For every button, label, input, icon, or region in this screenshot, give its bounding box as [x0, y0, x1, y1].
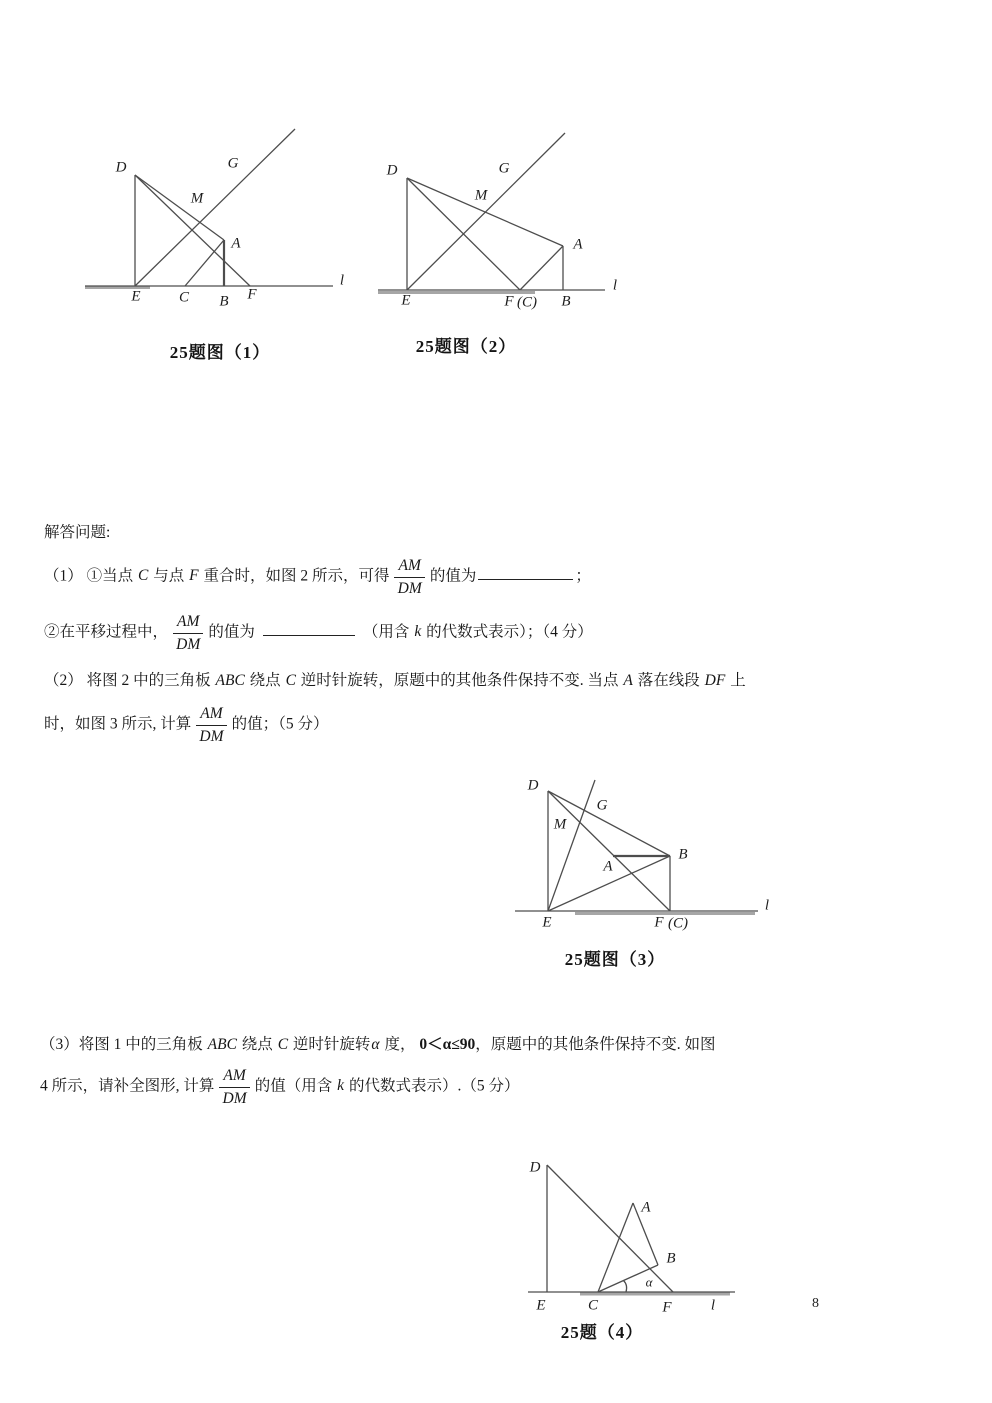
point-label-B: B — [678, 846, 688, 863]
fraction-denominator: DM — [222, 1089, 247, 1107]
point-label-A: A — [641, 1199, 651, 1216]
figure-1-drawing — [80, 118, 355, 318]
q3-var-k: k — [337, 1077, 345, 1095]
point-label-M: M — [553, 816, 567, 833]
q1a-text-4: 的值为 — [429, 567, 477, 585]
q1a-var-F: F — [189, 567, 199, 585]
fraction-numerator: AM — [394, 556, 424, 578]
point-label-D: D — [386, 162, 398, 179]
point-label-B: B — [219, 293, 229, 310]
point-label-B: B — [666, 1250, 676, 1267]
point-label-G: G — [227, 155, 239, 172]
point-label-B: B — [561, 293, 571, 310]
q3-inequality: 0＜α≤90 — [419, 1036, 476, 1053]
point-label-C: C — [587, 1297, 599, 1314]
q3-text-7: 的值（用含 — [254, 1077, 337, 1095]
line-label-l: l — [764, 897, 770, 914]
fraction-AM-DM — [196, 704, 226, 746]
point-label-F: F — [662, 1299, 672, 1316]
line-DF — [548, 791, 670, 911]
point-label-G: G — [596, 797, 608, 814]
q1b-text-1: ②在平移过程中， — [44, 623, 169, 641]
line-label-l: l — [612, 277, 618, 294]
figure-4-caption: 25题（4） — [560, 1323, 644, 1342]
figure-4 — [520, 1150, 760, 1320]
fraction-numerator: AM — [196, 704, 226, 726]
fraction-AM-DM — [173, 612, 203, 654]
fraction-numerator: AM — [173, 612, 203, 634]
q2-var-ABC: ABC — [215, 672, 245, 689]
q2-text-5: 上 — [726, 672, 746, 689]
q3-text-6: 4 所示，请补全图形, 计算 — [40, 1077, 215, 1095]
figure-4-drawing — [520, 1150, 760, 1320]
line-EG — [407, 133, 565, 290]
point-label-C: C — [178, 289, 190, 306]
line-EG — [548, 780, 595, 911]
line-CA — [185, 240, 224, 286]
point-label-G: G — [498, 160, 510, 177]
point-label-E: E — [401, 292, 411, 309]
point-label-D: D — [527, 777, 539, 794]
q2-text-3: 逆时针旋转，原题中的其他条件保持不变. 当点 — [296, 672, 623, 689]
answer-heading: 解答问题: — [44, 524, 111, 541]
q2-var-DF: DF — [704, 672, 726, 689]
q1b-text-4: 的代数式表示）；（4 分） — [422, 623, 593, 641]
point-label-E: E — [131, 288, 141, 305]
point-label-D: D — [115, 159, 127, 176]
question-3-line1 — [40, 1034, 960, 1056]
q2-text-6: 时，如图 3 所示, 计算 — [44, 715, 192, 733]
fraction-AM-DM — [219, 1066, 249, 1108]
q1b-text-3: （用含 — [362, 623, 414, 641]
fraction-AM-DM — [394, 556, 424, 598]
q3-text-1: （3）将图 1 中的三角板 — [40, 1036, 207, 1053]
line-DF — [547, 1165, 676, 1292]
q2-text-7: 的值；（5 分） — [231, 715, 329, 733]
point-label-A: A — [573, 236, 583, 253]
q1a-text-1: （1） ①当点 — [44, 567, 138, 585]
q1a-text-2: 与点 — [149, 567, 189, 585]
figure-1-caption: 25题图（1） — [169, 343, 271, 362]
q3-text-2: 绕点 — [237, 1036, 277, 1053]
figure-3 — [505, 773, 790, 943]
q2-text-1: （2） 将图 2 中的三角板 — [44, 672, 215, 689]
question-1-line1 — [44, 556, 964, 598]
line-DA — [135, 175, 224, 240]
line-EG — [135, 129, 295, 286]
q2-text-2: 绕点 — [245, 672, 285, 689]
q3-var-alpha: α — [371, 1036, 380, 1053]
point-label-F: F — [654, 914, 664, 931]
fraction-denominator: DM — [176, 635, 201, 653]
point-label-A: A — [603, 858, 613, 875]
fraction-denominator: DM — [199, 727, 224, 745]
question-3-line2 — [40, 1066, 960, 1108]
answer-blank-2 — [263, 631, 355, 636]
figure-2-drawing — [375, 103, 710, 318]
q1b-var-k: k — [414, 623, 422, 641]
angle-alpha-arc — [624, 1281, 627, 1293]
point-label-F: F — [504, 293, 514, 310]
point-label-C-paren: (C) — [668, 915, 688, 932]
q3-text-3: 逆时针旋转 — [289, 1036, 371, 1053]
line-label-l: l — [710, 1297, 716, 1314]
q1a-var-C: C — [138, 567, 149, 585]
figure-2-caption: 25题图（2） — [415, 337, 517, 356]
fraction-denominator: DM — [397, 579, 422, 597]
point-label-D: D — [529, 1159, 541, 1176]
point-label-A: A — [231, 235, 241, 252]
fraction-numerator: AM — [219, 1066, 249, 1088]
q1b-text-2: 的值为 — [208, 623, 255, 641]
point-label-F: F — [247, 286, 257, 303]
point-label-M: M — [190, 190, 204, 207]
q2-text-4: 落在线段 — [633, 672, 704, 689]
point-label-C-paren: (C) — [517, 294, 537, 311]
q1a-text-3: 重合时，如图 2 所示，可得 — [199, 567, 390, 585]
q3-text-4: 度， — [380, 1036, 420, 1053]
point-label-E: E — [542, 914, 552, 931]
q3-text-5: ，原题中的其他条件保持不变. 如图 — [475, 1036, 716, 1053]
question-1-line2 — [44, 612, 964, 654]
point-label-M: M — [474, 187, 488, 204]
q2-var-C: C — [285, 672, 296, 689]
line-label-l: l — [339, 272, 345, 289]
q3-text-8: 的代数式表示）.（5 分） — [345, 1077, 520, 1095]
figure-1 — [80, 118, 355, 318]
line-FA — [520, 246, 563, 290]
question-2-line1 — [44, 670, 964, 692]
q3-var-ABC: ABC — [207, 1036, 237, 1053]
question-2-line2 — [44, 704, 964, 746]
answer-blank-1 — [478, 575, 573, 580]
figure-3-caption: 25题图（3） — [564, 950, 666, 969]
q3-var-C: C — [277, 1036, 289, 1053]
q2-var-A: A — [623, 672, 633, 689]
page-number: 8 — [812, 1296, 819, 1311]
figure-2 — [375, 103, 710, 318]
angle-label-alpha: α — [645, 1274, 653, 1290]
q1a-text-5: ； — [575, 567, 591, 585]
point-label-E: E — [536, 1297, 546, 1314]
